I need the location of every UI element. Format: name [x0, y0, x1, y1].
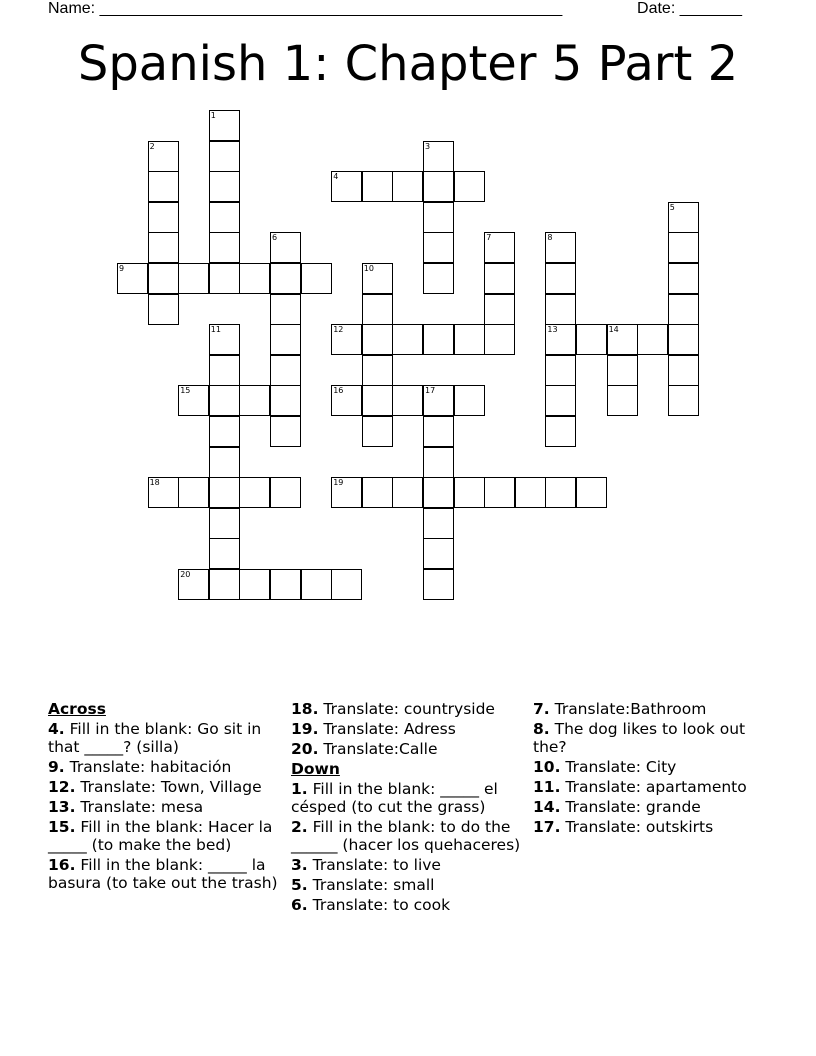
clue-number: 17: [425, 386, 436, 396]
grid-cell[interactable]: [239, 385, 270, 416]
grid-cell[interactable]: [117, 263, 148, 294]
date-field[interactable]: Date: _______: [637, 0, 742, 17]
grid-cell[interactable]: [148, 171, 179, 202]
clue-number: 13: [547, 325, 558, 335]
clue-number: 8: [547, 233, 553, 243]
clues-column-2: [291, 700, 526, 916]
clues-column-1: [48, 700, 278, 894]
clues-column-3: [533, 700, 773, 838]
clue-number: 3: [425, 141, 431, 151]
grid-cell[interactable]: [209, 141, 240, 172]
grid-cell[interactable]: [209, 110, 240, 141]
grid-cell[interactable]: [545, 385, 576, 416]
clue-number: 7: [486, 233, 492, 243]
grid-cell[interactable]: [423, 202, 454, 233]
clue-across-16: 16. Fill in the blank: _____ la basura (to take out the trash): [48, 856, 278, 892]
clue-down-6: 6. Translate: to cook: [291, 896, 451, 914]
grid-cell[interactable]: [576, 477, 607, 508]
grid-cell[interactable]: [423, 324, 454, 355]
grid-cell[interactable]: [423, 508, 454, 539]
grid-cell[interactable]: [423, 447, 454, 478]
grid-cell[interactable]: [270, 294, 301, 325]
grid-cell[interactable]: [423, 477, 454, 508]
grid-cell[interactable]: [270, 263, 301, 294]
grid-cell[interactable]: [270, 232, 301, 263]
grid-cell[interactable]: [209, 477, 240, 508]
grid-cell[interactable]: [331, 171, 362, 202]
grid-cell[interactable]: [668, 385, 699, 416]
grid-cell[interactable]: [454, 385, 485, 416]
clue-number: 16: [333, 386, 344, 396]
grid-cell[interactable]: [607, 324, 638, 355]
clue-down-17: 17. Translate: outskirts: [533, 818, 714, 836]
grid-cell[interactable]: [148, 202, 179, 233]
clue-down-10: 10. Translate: City: [533, 758, 677, 776]
grid-cell[interactable]: [270, 477, 301, 508]
grid-cell[interactable]: [637, 324, 668, 355]
clue-down-14: 14. Translate: grande: [533, 798, 701, 816]
grid-cell[interactable]: [392, 477, 423, 508]
grid-cell[interactable]: [484, 232, 515, 263]
grid-cell[interactable]: [362, 355, 393, 386]
grid-cell[interactable]: [362, 477, 393, 508]
clue-number: 12: [333, 325, 344, 335]
clue-number: 6: [272, 233, 278, 243]
grid-cell[interactable]: [209, 508, 240, 539]
grid-cell[interactable]: [607, 355, 638, 386]
grid-cell[interactable]: [209, 324, 240, 355]
clue-across-4: 4. Fill in the blank: Go sit in that _____? (silla): [48, 720, 262, 756]
clue-across-20: 20. Translate:Calle: [291, 740, 438, 758]
grid-cell[interactable]: [331, 324, 362, 355]
grid-cell[interactable]: [484, 294, 515, 325]
grid-cell[interactable]: [209, 569, 240, 600]
grid-cell[interactable]: [545, 355, 576, 386]
grid-cell[interactable]: [392, 385, 423, 416]
grid-cell[interactable]: [331, 477, 362, 508]
grid-cell[interactable]: [270, 569, 301, 600]
grid-cell[interactable]: [545, 324, 576, 355]
grid-cell[interactable]: [484, 324, 515, 355]
grid-cell[interactable]: [362, 385, 393, 416]
grid-cell[interactable]: [362, 416, 393, 447]
grid-cell[interactable]: [454, 477, 485, 508]
grid-cell[interactable]: [454, 171, 485, 202]
grid-cell[interactable]: [270, 416, 301, 447]
grid-cell[interactable]: [239, 477, 270, 508]
grid-cell[interactable]: [148, 141, 179, 172]
grid-cell[interactable]: [423, 232, 454, 263]
clue-across-18: 18. Translate: countryside: [291, 700, 495, 718]
clue-across-9: 9. Translate: habitación: [48, 758, 232, 776]
grid-cell[interactable]: [209, 538, 240, 569]
grid-cell[interactable]: [423, 385, 454, 416]
clue-number: 9: [119, 264, 125, 273]
across-heading: Across: [48, 700, 106, 718]
grid-cell[interactable]: [209, 202, 240, 233]
clue-number: 11: [210, 325, 221, 335]
clue-down-3: 3. Translate: to live: [291, 856, 441, 874]
grid-cell[interactable]: [668, 263, 699, 294]
grid-cell[interactable]: [545, 416, 576, 447]
grid-cell[interactable]: [362, 171, 393, 202]
grid-cell[interactable]: [668, 355, 699, 386]
grid-cell[interactable]: [178, 263, 209, 294]
clue-across-15: 15. Fill in the blank: Hacer la _____ (to make the bed): [48, 818, 273, 854]
name-field[interactable]: Name: ____________________________________________________: [48, 0, 563, 17]
grid-cell[interactable]: [209, 355, 240, 386]
clue-number: 15: [180, 386, 191, 396]
grid-cell[interactable]: [331, 385, 362, 416]
grid-cell[interactable]: [423, 569, 454, 600]
grid-cell[interactable]: [607, 385, 638, 416]
clue-across-19: 19. Translate: Adress: [291, 720, 456, 738]
grid-cell[interactable]: [576, 324, 607, 355]
clue-number: 1: [210, 111, 216, 120]
grid-cell[interactable]: [209, 263, 240, 294]
clue-down-5: 5. Translate: small: [291, 876, 435, 894]
grid-cell[interactable]: [270, 385, 301, 416]
clue-number: 10: [363, 264, 374, 273]
grid-cell[interactable]: [668, 202, 699, 233]
clue-number: 14: [608, 325, 619, 335]
grid-cell[interactable]: [301, 263, 332, 294]
clue-down-7: 7. Translate:Bathroom: [533, 700, 707, 718]
grid-cell[interactable]: [301, 569, 332, 600]
grid-cell[interactable]: [392, 324, 423, 355]
grid-cell[interactable]: [362, 263, 393, 294]
grid-cell[interactable]: [148, 294, 179, 325]
clue-number: 18: [149, 478, 160, 488]
grid-cell[interactable]: [545, 263, 576, 294]
grid-cell[interactable]: [545, 477, 576, 508]
grid-cell[interactable]: [148, 477, 179, 508]
grid-cell[interactable]: [270, 355, 301, 386]
grid-cell[interactable]: [209, 171, 240, 202]
down-heading: Down: [291, 760, 340, 778]
grid-cell[interactable]: [423, 263, 454, 294]
clue-number: 5: [669, 202, 675, 212]
grid-cell[interactable]: [209, 385, 240, 416]
grid-cell[interactable]: [515, 477, 546, 508]
clue-down-8: 8. The dog likes to look out the?: [533, 720, 746, 756]
grid-cell[interactable]: [484, 263, 515, 294]
grid-cell[interactable]: [423, 141, 454, 172]
grid-cell[interactable]: [270, 324, 301, 355]
clue-across-12: 12. Translate: Town, Village: [48, 778, 262, 796]
grid-cell[interactable]: [392, 171, 423, 202]
grid-cell[interactable]: [423, 538, 454, 569]
clue-down-2: 2. Fill in the blank: to do the ______ (hacer los quehaceres): [291, 818, 521, 854]
grid-cell[interactable]: [239, 569, 270, 600]
clue-down-1: 1. Fill in the blank: _____ el césped (to cut the grass): [291, 780, 498, 816]
clue-number: 19: [333, 478, 344, 488]
grid-cell[interactable]: [545, 232, 576, 263]
grid-cell[interactable]: [545, 294, 576, 325]
grid-cell[interactable]: [423, 416, 454, 447]
grid-cell[interactable]: [484, 477, 515, 508]
clue-down-11: 11. Translate: apartamento: [533, 778, 747, 796]
grid-cell[interactable]: [178, 385, 209, 416]
grid-cell[interactable]: [209, 447, 240, 478]
grid-cell[interactable]: [454, 324, 485, 355]
grid-cell[interactable]: [362, 294, 393, 325]
clue-number: 20: [180, 570, 191, 579]
clue-number: 4: [333, 172, 339, 182]
grid-cell[interactable]: [331, 569, 362, 600]
grid-cell[interactable]: [178, 477, 209, 508]
grid-cell[interactable]: [209, 416, 240, 447]
page-title: Spanish 1: Chapter 5 Part 2: [77, 36, 739, 92]
grid-cell[interactable]: [668, 324, 699, 355]
grid-cell[interactable]: [178, 569, 209, 600]
grid-cell[interactable]: [423, 171, 454, 202]
grid-cell[interactable]: [209, 232, 240, 263]
grid-cell[interactable]: [668, 232, 699, 263]
clue-number: 2: [149, 141, 155, 151]
grid-cell[interactable]: [148, 232, 179, 263]
grid-cell[interactable]: [148, 263, 179, 294]
grid-cell[interactable]: [362, 324, 393, 355]
grid-cell[interactable]: [239, 263, 270, 294]
clue-across-13: 13. Translate: mesa: [48, 798, 204, 816]
grid-cell[interactable]: [668, 294, 699, 325]
